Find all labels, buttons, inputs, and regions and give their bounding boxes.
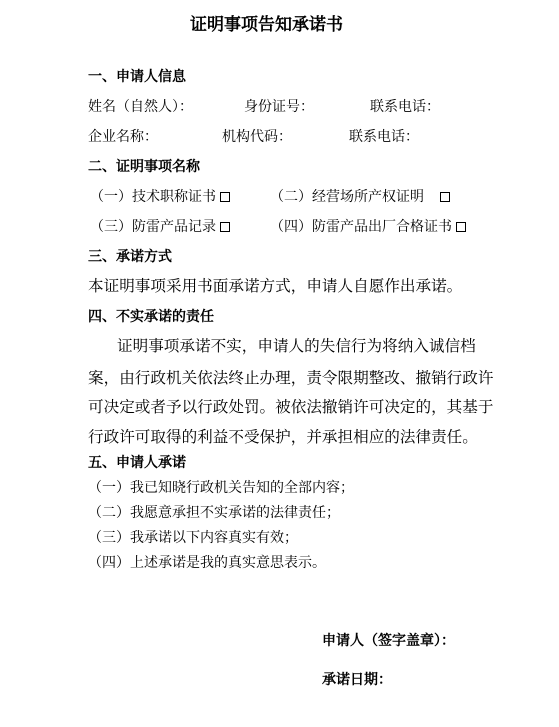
certificate-option-2-checkbox[interactable] bbox=[440, 192, 450, 202]
certificate-option-3-label: （三）防雷产品记录 bbox=[90, 219, 216, 235]
commitment-date-label: 承诺日期： bbox=[322, 672, 392, 688]
person-phone-label: 联系电话： bbox=[370, 99, 440, 115]
false-commitment-line-1: 证明事项承诺不实，申请人的失信行为将纳入诚信档 bbox=[117, 337, 476, 355]
section-false-commitment-heading: 四、不实承诺的责任 bbox=[88, 309, 214, 325]
false-commitment-line-2: 案，由行政机关依法终止办理，责令限期整改、撤销行政许 bbox=[88, 369, 494, 387]
applicant-commitment-item-1: （一）我已知晓行政机关告知的全部内容； bbox=[88, 480, 354, 496]
certificate-option-1-label: （一）技术职称证书 bbox=[90, 189, 216, 205]
natural-person-name-label: 姓名（自然人）： bbox=[88, 99, 193, 115]
certificate-option-3-checkbox[interactable] bbox=[220, 222, 230, 232]
company-phone-label: 联系电话： bbox=[349, 129, 419, 145]
id-number-label: 身份证号： bbox=[244, 99, 314, 115]
certificate-option-4-label: （四）防雷产品出厂合格证书 bbox=[270, 219, 452, 235]
applicant-commitment-item-3: （三）我承诺以下内容真实有效； bbox=[88, 530, 298, 546]
certificate-option-2 bbox=[270, 190, 450, 204]
section-applicant-info-heading: 一、申请人信息 bbox=[88, 69, 186, 85]
section-certificate-name-heading: 二、证明事项名称 bbox=[88, 159, 200, 175]
false-commitment-line-4: 行政许可取得的利益不受保护，并承担相应的法律责任。 bbox=[88, 428, 478, 446]
applicant-commitment-item-4: （四）上述承诺是我的真实意思表示。 bbox=[88, 555, 326, 571]
document-title: 证明事项告知承诺书 bbox=[190, 15, 343, 35]
certificate-option-4-checkbox[interactable] bbox=[456, 222, 466, 232]
certificate-option-3 bbox=[90, 220, 230, 234]
certificate-option-1-checkbox[interactable] bbox=[220, 192, 230, 202]
applicant-commitment-item-2: （二）我愿意承担不实承诺的法律责任； bbox=[88, 505, 340, 521]
section-applicant-commitment-heading: 五、申请人承诺 bbox=[88, 455, 186, 471]
company-name-label: 企业名称： bbox=[88, 129, 158, 145]
false-commitment-line-3: 可决定或者予以行政处罚。被依法撤销许可决定的，其基于 bbox=[88, 398, 494, 416]
org-code-label: 机构代码： bbox=[222, 129, 292, 145]
applicant-signature-label: 申请人（签字盖章）： bbox=[322, 633, 455, 649]
commitment-method-text: 本证明事项采用书面承诺方式，申请人自愿作出承诺。 bbox=[88, 277, 463, 295]
certificate-option-1 bbox=[90, 190, 230, 204]
certificate-option-2-label: （二）经营场所产权证明 bbox=[270, 189, 424, 205]
certificate-option-4 bbox=[270, 220, 466, 234]
section-commitment-method-heading: 三、承诺方式 bbox=[88, 249, 172, 265]
